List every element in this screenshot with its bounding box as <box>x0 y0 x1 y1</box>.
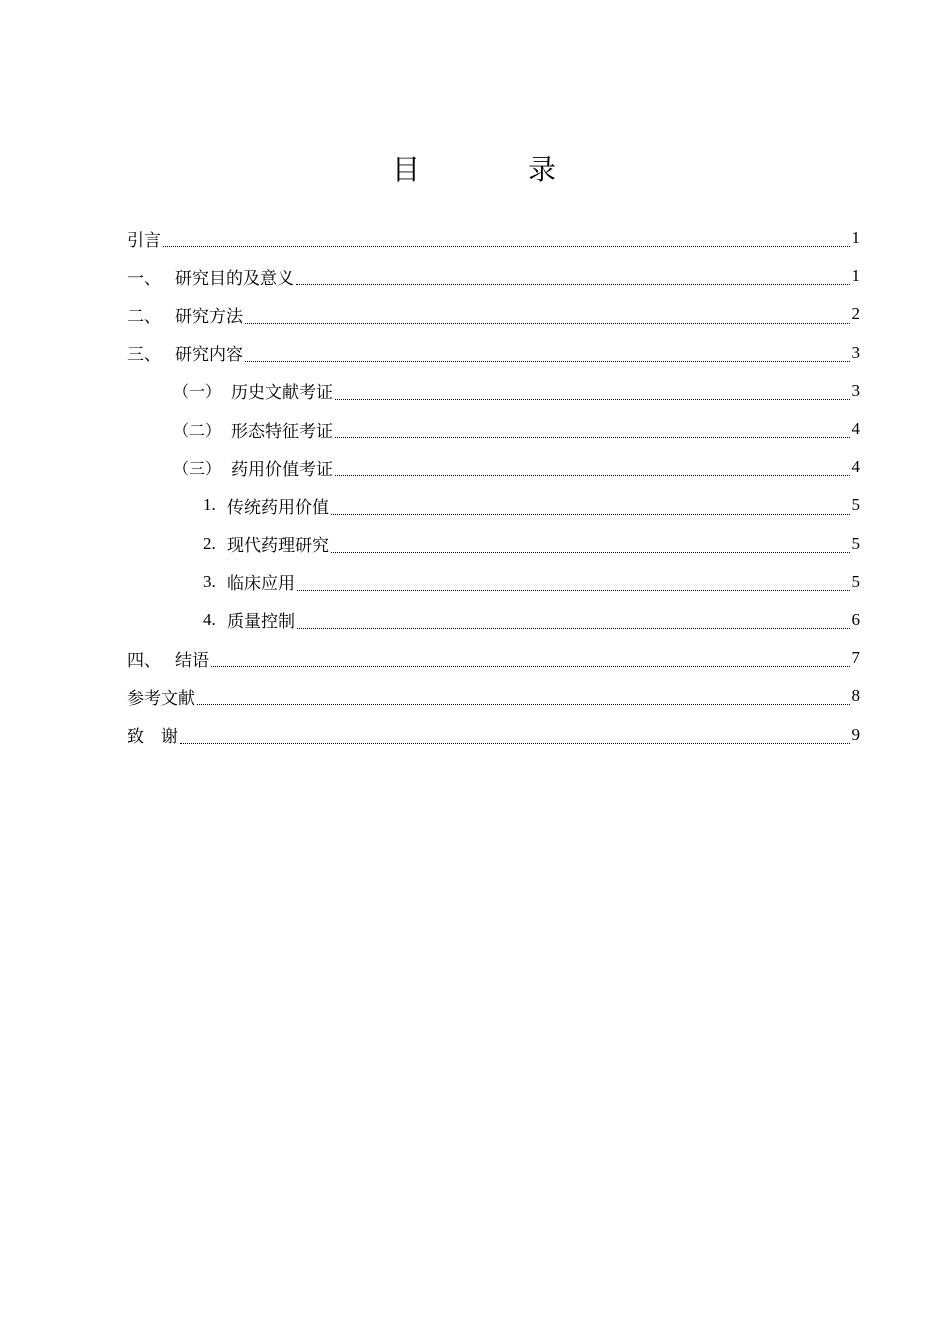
toc-entry-label: 结语 <box>175 650 209 671</box>
toc-entry-page: 6 <box>851 609 860 629</box>
toc-entry-number: 四、 <box>127 650 161 671</box>
dot-leader <box>297 627 850 629</box>
toc-entry-number: （三） <box>173 458 222 478</box>
toc-entry-page: 4 <box>851 419 860 439</box>
toc-entry-number: 4. <box>203 609 216 629</box>
toc-entry-page: 5 <box>851 495 860 515</box>
toc-entry-number: 三、 <box>127 345 161 366</box>
dot-leader <box>335 436 850 438</box>
table-of-contents <box>127 219 860 754</box>
toc-entry[interactable] <box>127 295 860 333</box>
toc-entry-page: 7 <box>851 648 860 668</box>
toc-entry-number: 2. <box>203 533 216 553</box>
toc-entry-number: （二） <box>173 420 222 440</box>
toc-entry-page: 3 <box>851 342 860 362</box>
toc-entry-label: 现代药理研究 <box>227 536 329 557</box>
toc-entry-label: 传统药用价值 <box>227 497 329 518</box>
toc-entry-label: 药用价值考证 <box>231 459 333 480</box>
toc-entry-page: 9 <box>851 724 860 744</box>
toc-entry[interactable] <box>127 448 860 486</box>
toc-entry-page: 3 <box>851 380 860 400</box>
toc-entry-label: 形态特征考证 <box>231 421 333 442</box>
dot-leader <box>211 665 850 667</box>
toc-entry-number: 一、 <box>127 268 161 289</box>
toc-entry-number: 二、 <box>127 306 161 327</box>
dot-leader <box>197 703 850 705</box>
toc-entry-label: 临床应用 <box>227 574 295 595</box>
toc-entry[interactable] <box>127 601 860 639</box>
dot-leader <box>335 474 850 476</box>
dot-leader <box>331 513 850 515</box>
toc-entry-page: 1 <box>851 228 860 248</box>
toc-entry[interactable] <box>127 677 860 715</box>
toc-entry-label: 致 谢 <box>127 727 178 748</box>
dot-leader <box>163 245 850 247</box>
dot-leader <box>335 398 850 400</box>
toc-entry-number: （一） <box>173 382 222 402</box>
toc-entry-label: 质量控制 <box>227 612 295 633</box>
toc-entry[interactable] <box>127 219 860 257</box>
toc-entry[interactable] <box>127 639 860 677</box>
toc-title: 目 录 <box>391 153 596 186</box>
toc-entry[interactable] <box>127 715 860 753</box>
toc-entry-page: 4 <box>851 457 860 477</box>
toc-entry-label: 研究方法 <box>175 306 243 327</box>
dot-leader <box>245 322 850 324</box>
toc-entry[interactable] <box>127 486 860 524</box>
toc-entry-label: 引言 <box>127 230 161 251</box>
toc-entry-label: 历史文献考证 <box>231 383 333 404</box>
toc-entry-page: 5 <box>851 571 860 591</box>
dot-leader <box>331 551 850 553</box>
toc-entry-label: 参考文献 <box>127 688 195 709</box>
toc-entry-number: 1. <box>203 495 216 515</box>
toc-entry-page: 1 <box>851 266 860 286</box>
toc-entry-page: 8 <box>851 686 860 706</box>
toc-entry-page: 5 <box>851 533 860 553</box>
toc-entry-label: 研究目的及意义 <box>175 268 294 289</box>
toc-entry[interactable] <box>127 334 860 372</box>
toc-entry[interactable] <box>127 563 860 601</box>
dot-leader <box>297 589 850 591</box>
dot-leader <box>245 360 850 362</box>
toc-entry-label: 研究内容 <box>175 345 243 366</box>
dot-leader <box>296 283 850 285</box>
toc-entry-number: 3. <box>203 571 216 591</box>
toc-entry[interactable] <box>127 525 860 563</box>
dot-leader <box>180 742 850 744</box>
toc-entry-page: 2 <box>851 304 860 324</box>
toc-entry[interactable] <box>127 257 860 295</box>
toc-entry[interactable] <box>127 410 860 448</box>
toc-entry[interactable] <box>127 372 860 410</box>
